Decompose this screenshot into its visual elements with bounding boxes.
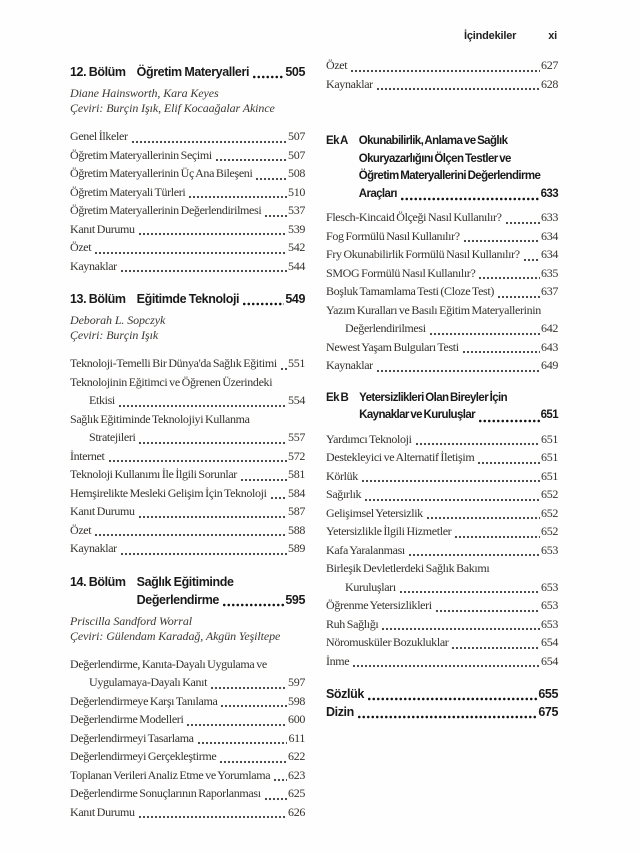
section-title	[137, 290, 305, 308]
toc-entry-page: 628	[541, 76, 558, 91]
dot-leader	[399, 590, 540, 594]
section-heading	[70, 573, 305, 609]
section-title-text: Araçları	[358, 187, 397, 200]
toc-section	[326, 133, 558, 375]
section-label: 13. Bölüm	[70, 292, 126, 306]
dot-leader	[280, 367, 287, 371]
toc-entry	[326, 301, 558, 320]
section-heading	[70, 63, 305, 81]
author-line: Diane Hainsworth, Kara Keyes	[70, 86, 219, 100]
toc-entry-page: 572	[288, 448, 305, 463]
dot-leader	[138, 815, 287, 819]
toc-entry-text: Sağlık Eğitiminde Teknolojiyi Kullanma	[70, 411, 250, 426]
section-title	[359, 133, 558, 203]
dot-leader	[273, 778, 287, 782]
dot-leader	[220, 704, 287, 708]
toc-entry-text: Yardımcı Teknoloji	[326, 431, 412, 446]
toc-entry	[70, 238, 305, 257]
section-title-line	[137, 63, 305, 81]
toc-entry-text: Kaynaklar	[326, 76, 373, 91]
toc-entry-page: 652	[541, 505, 558, 520]
dot-leader	[454, 535, 540, 539]
toc-entry	[70, 146, 305, 165]
toc-entry-text: Özet	[70, 522, 92, 537]
toc-entry-page: 537	[288, 203, 305, 217]
toc-entry-text: Sağırlık	[326, 487, 362, 501]
toc-entry-page: 600	[288, 712, 305, 726]
dot-leader	[94, 533, 287, 537]
toc-entry-page: 653	[541, 579, 558, 594]
section-title-text: Değerlendirme	[136, 592, 219, 607]
toc-entry	[70, 803, 305, 822]
toc-entry-page: 625	[288, 786, 305, 800]
toc-entry	[70, 220, 305, 239]
toc-entry-page: 642	[541, 321, 558, 335]
dot-leader	[222, 603, 284, 607]
toc-section	[326, 390, 558, 671]
toc-entry-text: Stratejileri	[89, 430, 136, 444]
section-title-text: Okuryazarlığını Ölçen Testler ve	[358, 152, 511, 165]
toc-entry-text: Değerlendirme Sonuçlarının Raporlanması	[70, 786, 261, 800]
entries-block	[326, 430, 558, 671]
toc-entry-text: Değerlendirmeyi Tasarlama	[70, 730, 194, 745]
toc-entry-text: Etkisi	[89, 393, 115, 407]
toc-entry-text: Toplanan Verileri Analiz Etme ve Yorumlama	[70, 767, 271, 782]
toc-entry	[70, 729, 305, 748]
toc-entry-page: 626	[288, 804, 305, 819]
toc-entry-text: Newest Yaşam Bulguları Testi	[326, 339, 459, 354]
toc-entry	[70, 521, 305, 540]
toc-section	[326, 685, 558, 721]
section-page-number: 595	[285, 592, 305, 607]
toc-entry-text: Hemşirelikte Mesleki Gelişim İçin Teknoloji	[70, 485, 267, 500]
toc-entry	[326, 522, 558, 541]
entries-block	[70, 655, 305, 822]
toc-entry	[326, 578, 558, 597]
toc-entry-text: Kanıt Durumu	[70, 804, 135, 819]
dot-leader	[138, 441, 287, 445]
dot-leader	[376, 87, 540, 91]
dot-leader	[426, 516, 540, 520]
dot-leader	[478, 419, 540, 423]
toc-entry-text: Körlük	[326, 468, 358, 483]
toc-entry-text: Uygulamaya-Dayalı Kanıt	[89, 675, 208, 689]
dot-leader	[120, 552, 287, 556]
toc-entry-text: Özet	[70, 240, 92, 254]
toc-entry	[326, 75, 558, 94]
toc-entry-page: 551	[288, 356, 305, 370]
toc-entry-text: İnternet	[70, 448, 105, 463]
toc-entry-page: 581	[288, 467, 305, 481]
toc-entry-page: 588	[288, 522, 305, 537]
toc-entry-page: 627	[541, 58, 558, 72]
dot-leader	[497, 295, 540, 299]
dot-leader	[408, 553, 540, 557]
toc-entry	[70, 183, 305, 202]
section-page-number: 633	[540, 187, 558, 200]
dot-leader	[523, 258, 540, 262]
toc-entry	[70, 465, 305, 484]
toc-entry-text: Değerlendirilmesi	[345, 321, 426, 335]
entries-block	[70, 354, 305, 558]
toc-entry-page: 653	[541, 616, 558, 631]
authors-block	[70, 313, 305, 343]
dot-leader	[364, 498, 540, 502]
toc-entry	[326, 633, 558, 652]
section-page-number: 651	[540, 409, 558, 421]
section-heading	[70, 290, 305, 308]
dot-leader	[215, 158, 287, 162]
toc-entry	[326, 485, 558, 504]
section-title-line	[359, 407, 558, 425]
toc-entry-text: Fry Okunabilirlik Formülü Nasıl Kullanılır?	[326, 247, 520, 261]
toc-entry	[70, 673, 305, 692]
toc-entry-text: Teknoloji-Temelli Bir Dünya'da Sağlık Eğitimi	[70, 356, 277, 370]
toc-entry	[70, 655, 305, 674]
toc-entry-text: Değerlendirme, Kanıta-Dayalı Uygulama ve	[70, 656, 267, 671]
section-title-text: Eğitimde Teknoloji	[136, 292, 240, 306]
toc-entry	[326, 56, 558, 75]
dot-leader	[108, 459, 288, 463]
section-label: Ek B	[326, 391, 349, 404]
section-page-number: 655	[538, 687, 558, 701]
toc-section	[70, 290, 305, 558]
section-title-text: Kaynaklar ve Kuruluşlar	[359, 409, 476, 421]
dot-leader	[188, 195, 287, 199]
dot-leader	[505, 221, 540, 225]
section-heading	[326, 133, 558, 203]
running-header	[326, 30, 558, 42]
toc-entry-page: 587	[288, 504, 305, 518]
toc-entry-page: 554	[288, 393, 305, 407]
toc-entry-page: 633	[541, 210, 558, 224]
toc-entry-text: Yetersizlikle İlgili Hizmetler	[326, 524, 452, 538]
toc-entry	[326, 356, 558, 375]
toc-entry	[70, 484, 305, 503]
dot-leader	[357, 715, 537, 719]
right-column-sections	[326, 56, 558, 721]
author-line: Çeviri: Burçin Işık	[70, 328, 159, 342]
toc-section	[70, 573, 305, 822]
dot-leader	[264, 797, 287, 801]
toc-entry-text: Özet	[326, 58, 348, 72]
toc-entry-page: 634	[541, 228, 558, 243]
dot-leader	[219, 760, 287, 764]
toc-entry	[70, 747, 305, 766]
toc-entry	[70, 391, 305, 410]
toc-entry-page: 544	[288, 258, 305, 273]
toc-entry-page: 589	[288, 541, 305, 555]
section-page-number: 675	[538, 705, 558, 719]
section-title-line	[326, 703, 558, 721]
dot-leader	[361, 479, 540, 483]
section-title-text: Yetersizlikleri Olan Bireyler İçin	[359, 391, 508, 404]
toc-entry-text: Fog Formülü Nasıl Kullanılır?	[326, 228, 460, 243]
toc-entry	[70, 127, 305, 146]
toc-entry-page: 611	[288, 730, 305, 745]
dot-leader	[186, 723, 287, 727]
authors-block	[70, 614, 305, 644]
toc-entry	[326, 541, 558, 560]
toc-entry-page: 651	[541, 450, 558, 464]
toc-entry	[70, 164, 305, 183]
toc-entry	[70, 201, 305, 220]
toc-entry-page: 653	[541, 598, 558, 612]
section-title-line	[137, 573, 305, 591]
section-label: Ek A	[326, 135, 348, 147]
running-header-page-number: xi	[548, 30, 557, 42]
toc-entry-text: Değerlendirme Modelleri	[70, 712, 184, 726]
toc-entry-text: SMOG Formülü Nasıl Kullanılır?	[326, 265, 476, 280]
toc-entry-text: Teknolojinin Eğitimci ve Öğrenen Üzerindeki	[70, 374, 273, 389]
toc-entry	[70, 502, 305, 521]
toc-entry-text: Kaynaklar	[70, 258, 117, 273]
left-column-sections	[70, 63, 305, 821]
toc-entry-text: Kanıt Durumu	[70, 504, 135, 518]
section-title-text: Öğretim Materyalleri	[136, 65, 250, 79]
toc-entry-text: Kanıt Durumu	[70, 221, 135, 236]
toc-entry	[70, 373, 305, 392]
section-title-text: Dizin	[326, 705, 354, 719]
toc-entry-text: İnme	[326, 653, 350, 668]
toc-left-column	[70, 63, 305, 821]
toc-entry-text: Değerlendirmeye Karşı Tanılama	[70, 693, 218, 708]
dot-leader	[477, 461, 540, 465]
toc-entry	[326, 245, 558, 264]
dot-leader	[138, 515, 287, 519]
toc-entry	[70, 410, 305, 429]
toc-entry-page: 508	[288, 166, 305, 180]
section-heading	[326, 685, 558, 721]
toc-entry-page: 654	[541, 635, 558, 649]
toc-entry-page: 542	[288, 240, 305, 254]
toc-section	[326, 56, 558, 93]
toc-entry	[70, 784, 305, 803]
dot-leader	[240, 478, 287, 482]
dot-leader	[197, 741, 288, 745]
toc-entry-text: Değerlendirmeyi Gerçekleştirme	[70, 749, 217, 763]
toc-entry-page: 622	[288, 749, 305, 763]
dot-leader	[400, 197, 540, 201]
toc-entry-page: 653	[541, 542, 558, 557]
toc-entry-page: 637	[541, 284, 558, 298]
dot-leader	[429, 332, 540, 336]
author-line: Deborah L. Sopczyk	[70, 313, 166, 327]
toc-entry-text: Gelişimsel Yetersizlik	[326, 505, 423, 520]
toc-entry-page: 539	[288, 221, 305, 236]
toc-entry-text: Destekleyici ve Alternatif İletişim	[326, 450, 475, 464]
dot-leader	[255, 177, 287, 181]
toc-entry	[326, 282, 558, 301]
toc-entry-text: Kafa Yaralanması	[326, 542, 405, 557]
section-title-line	[326, 685, 558, 703]
toc-entry-page: 507	[288, 147, 305, 162]
toc-right-column	[326, 30, 558, 726]
dot-leader	[270, 496, 287, 500]
dot-leader	[451, 646, 540, 650]
toc-entry-text: Ruh Sağlığı	[326, 616, 379, 631]
section-title-text: Okunabilirlik, Anlama ve Sağlık	[358, 135, 508, 147]
section-title-line	[359, 133, 558, 151]
toc-section	[70, 63, 305, 275]
toc-entry-text: Teknoloji Kullanımı İle İlgili Sorunlar	[70, 467, 237, 481]
toc-entry	[326, 448, 558, 467]
toc-entry	[326, 615, 558, 634]
toc-entry-text: Boşluk Tamamlama Testi (Cloze Test)	[326, 284, 495, 298]
toc-entry-text: Öğrenme Yetersizlikleri	[326, 598, 432, 612]
toc-entry	[326, 227, 558, 246]
entries-block	[70, 127, 305, 275]
toc-entry-page: 651	[541, 431, 558, 446]
section-title-text: Öğretim Materyallerini Değerlendirme	[358, 170, 541, 182]
toc-entry	[70, 354, 305, 373]
toc-entry	[70, 710, 305, 729]
toc-entry-page: 584	[288, 485, 305, 500]
toc-entry-text: Birleşik Devletlerdeki Sağlık Bakımı	[326, 561, 490, 575]
section-label: 14. Bölüm	[70, 574, 126, 589]
toc-entry-page: 597	[288, 675, 305, 689]
section-title	[359, 390, 558, 425]
dot-leader	[463, 239, 540, 243]
toc-entry-page: 654	[541, 653, 558, 668]
toc-entry-page: 651	[541, 468, 558, 483]
toc-entry-page: 643	[541, 339, 558, 354]
toc-entry-text: Öğretim Materyallerinin Seçimi	[70, 147, 212, 162]
section-heading	[326, 390, 558, 425]
toc-entry-page: 634	[541, 247, 558, 261]
toc-entry-text: Öğretim Materyallerinin Üç Ana Bileşeni	[70, 166, 253, 180]
toc-entry-text: Flesch-Kincaid Ölçeği Nasıl Kullanılır?	[326, 210, 502, 224]
dot-leader	[94, 251, 287, 255]
toc-entry-page: 557	[288, 430, 305, 444]
toc-entry-text: Öğretim Materyallerinin Değerlendirilmesi	[70, 203, 262, 217]
author-line: Priscilla Sandford Worral	[70, 613, 192, 628]
toc-entry	[326, 467, 558, 486]
toc-entry-text: Öğretim Materyali Türleri	[70, 184, 186, 199]
toc-entry	[326, 319, 558, 338]
dot-leader	[120, 269, 287, 273]
toc-entry	[70, 692, 305, 711]
toc-entry-page: 652	[541, 524, 558, 538]
dot-leader	[350, 69, 540, 73]
toc-entry	[326, 504, 558, 523]
toc-entry	[326, 652, 558, 671]
section-title-line	[359, 168, 558, 186]
toc-entry	[70, 428, 305, 447]
toc-entry-text: Kaynaklar	[326, 358, 373, 372]
section-title	[137, 573, 305, 609]
toc-entry-text: Nöromusküler Bozukluklar	[326, 635, 449, 649]
toc-entry-page: 507	[288, 129, 305, 143]
dot-leader	[352, 664, 540, 668]
dot-leader	[252, 75, 284, 79]
section-page-number: 505	[285, 65, 305, 79]
toc-entry	[326, 264, 558, 283]
section-page-number: 549	[285, 292, 305, 306]
toc-entry-page: 649	[541, 358, 558, 372]
section-title-line	[359, 151, 558, 169]
section-title	[137, 63, 305, 81]
toc-entry-text: Yazım Kuralları ve Basılı Eğitim Materyallerinin	[326, 302, 541, 317]
dot-leader	[118, 404, 287, 408]
dot-leader	[210, 686, 287, 690]
dot-leader	[367, 697, 537, 701]
section-title-line	[359, 390, 558, 408]
section-title-line	[137, 591, 305, 609]
toc-entry-page: 623	[288, 767, 305, 782]
dot-leader	[381, 627, 540, 631]
toc-entry	[70, 257, 305, 276]
section-title-line	[137, 290, 305, 308]
toc-entry	[326, 338, 558, 357]
toc-entry	[326, 596, 558, 615]
toc-entry	[70, 766, 305, 785]
dot-leader	[435, 609, 540, 613]
dot-leader	[462, 350, 540, 354]
authors-block	[70, 86, 305, 116]
toc-entry	[70, 539, 305, 558]
section-title-line	[359, 186, 558, 204]
author-line: Çeviri: Gülendam Karadağ, Akgün Yeşiltepe	[70, 628, 281, 643]
toc-entry	[326, 208, 558, 227]
toc-entry-text: Kaynaklar	[70, 541, 117, 555]
toc-entry-page: 652	[541, 487, 558, 501]
dot-leader	[264, 214, 287, 218]
dot-leader	[242, 302, 284, 306]
toc-entry-page: 598	[288, 693, 305, 708]
dot-leader	[376, 369, 540, 373]
section-title	[326, 685, 558, 721]
toc-entry-text: Kuruluşları	[345, 579, 396, 594]
section-title-text: Sağlık Eğitiminde	[136, 574, 234, 589]
toc-entry	[70, 447, 305, 466]
toc-entry-page: 510	[288, 184, 305, 199]
dot-leader	[138, 232, 287, 236]
entries-block	[326, 208, 558, 375]
entries-block	[326, 56, 558, 93]
running-header-title: İçindekiler	[464, 30, 517, 42]
section-label: 12. Bölüm	[70, 65, 126, 79]
author-line: Çeviri: Burçin Işık, Elif Kocaağalar Akince	[70, 101, 275, 115]
dot-leader	[131, 140, 287, 144]
dot-leader	[478, 276, 540, 280]
toc-entry-page: 635	[541, 265, 558, 280]
toc-entry	[326, 430, 558, 449]
dot-leader	[415, 442, 540, 446]
toc-entry-text: Genel İlkeler	[70, 129, 128, 143]
section-title-text: Sözlük	[326, 687, 364, 701]
toc-entry	[326, 559, 558, 578]
